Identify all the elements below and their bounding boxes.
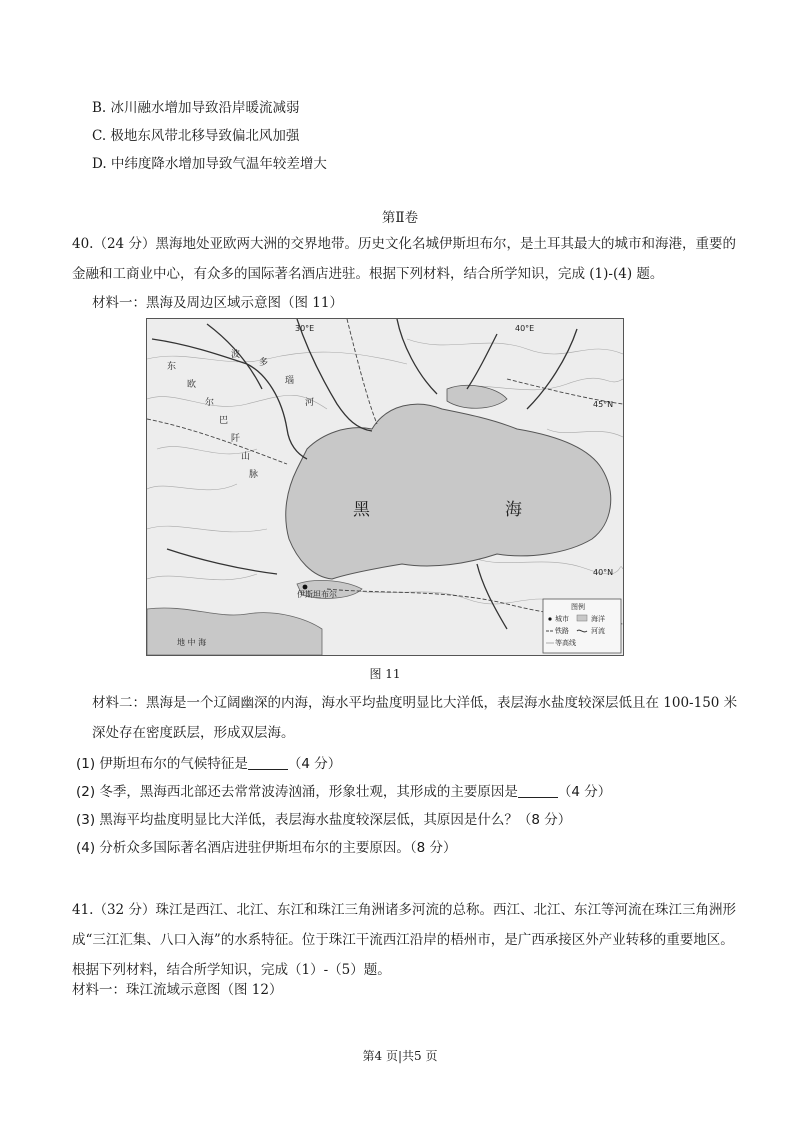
river-char: 河 [305,398,315,408]
q-text: (1) 伊斯坦布尔的气候特征是 [76,756,248,772]
q41-intro: 41.（32 分）珠江是西江、北江、东江和珠江三角洲诸多河流的总称。西江、北江、东江等河流在珠江三角洲形成“三江汇集、八口入海”的水系特征。位于珠江干流西江沿岸的梧州市，是广西承接区外产业转移的重要地区。根据下列材料，结合所学知识，完成（1）-（5）题。 [72,902,736,978]
answer-blank [248,757,288,770]
mediterranean-label: 地 中 海 [177,638,207,647]
lon-40-label: 40°E [515,324,535,333]
q40-sub4: (4) 分析众多国际著名酒店进驻伊斯坦布尔的主要原因。（8 分） [76,840,457,856]
legend-city: 城市 [555,615,569,623]
sea-label-black: 黑 [353,500,370,520]
q-points: （4 分） [557,784,612,800]
q40-material2: 材料二：黑海是一个辽阔幽深的内海，海水平均盐度明显比大洋低，表层海水盐度较深层低且在 100-150 米深处存在密度跃层，形成双层海。 [92,695,738,741]
mtn-char: 尔 [205,398,215,408]
option-d: D. 中纬度降水增加导致气温年较差增大 [92,156,327,172]
answer-blank [518,785,558,798]
mtn-char: 巴 [219,416,229,426]
mtn-char: 欧 [187,380,197,390]
river-char: 波 [231,350,241,360]
q40-material1: 材料一：黑海及周边区域示意图（图 11） [92,295,343,311]
sea-label-sea: 海 [505,500,522,520]
legend-title: 图例 [571,603,585,611]
q40-sub2 [76,780,611,800]
map-svg [147,319,623,655]
option-c: C. 极地东风带北移导致偏北风加强 [92,128,300,144]
section-title: 第Ⅱ卷 [381,210,419,226]
legend-rail: 铁路 [555,627,569,635]
q40-sub1 [76,752,341,772]
legend-river: 河流 [591,627,605,635]
figure-caption: 图 11 [369,667,401,681]
river-char: 瑙 [285,376,295,386]
q41-material1: 材料一：珠江流域示意图（图 12） [72,982,283,998]
mtn-char: 脉 [249,470,259,480]
istanbul-label: 伊斯坦布尔 [297,590,337,599]
lat-45-label: 45°N [593,400,614,409]
q-points: （4 分） [287,756,342,772]
q40-sub3: (3) 黑海平均盐度明显比大洋低，表层海水盐度较深层低，其原因是什么？（8 分） [76,812,572,828]
option-b: B. 冰川融水增加导致沿岸暖流减弱 [92,100,300,116]
black-sea-map [146,318,624,656]
q40-intro: 40.（24 分）黑海地处亚欧两大洲的交界地带。历史文化名城伊斯坦布尔，是土耳其最大的城市和海港，重要的金融和工商业中心，有众多的国际著名酒店进驻。根据下列材料，结合所学知识，完成 (1)-(4) 题。 [72,236,736,282]
mtn-char: 阡 [231,434,241,444]
mtn-char: 东 [167,362,177,372]
q-text: (2) 冬季，黑海西北部还去常常波涛汹涌，形象壮观，其形成的主要原因是 [76,784,518,800]
legend-contour: 等高线 [555,639,576,647]
istanbul-marker [303,585,308,590]
lon-30-label: 30°E [295,324,315,333]
map-legend [543,599,621,653]
lat-40-label: 40°N [593,568,614,577]
river-char: 多 [259,358,269,368]
mtn-char: 山 [241,452,251,462]
page-footer: 第4 页|共5 页 [362,1049,438,1063]
legend-sea: 海洋 [591,615,605,623]
